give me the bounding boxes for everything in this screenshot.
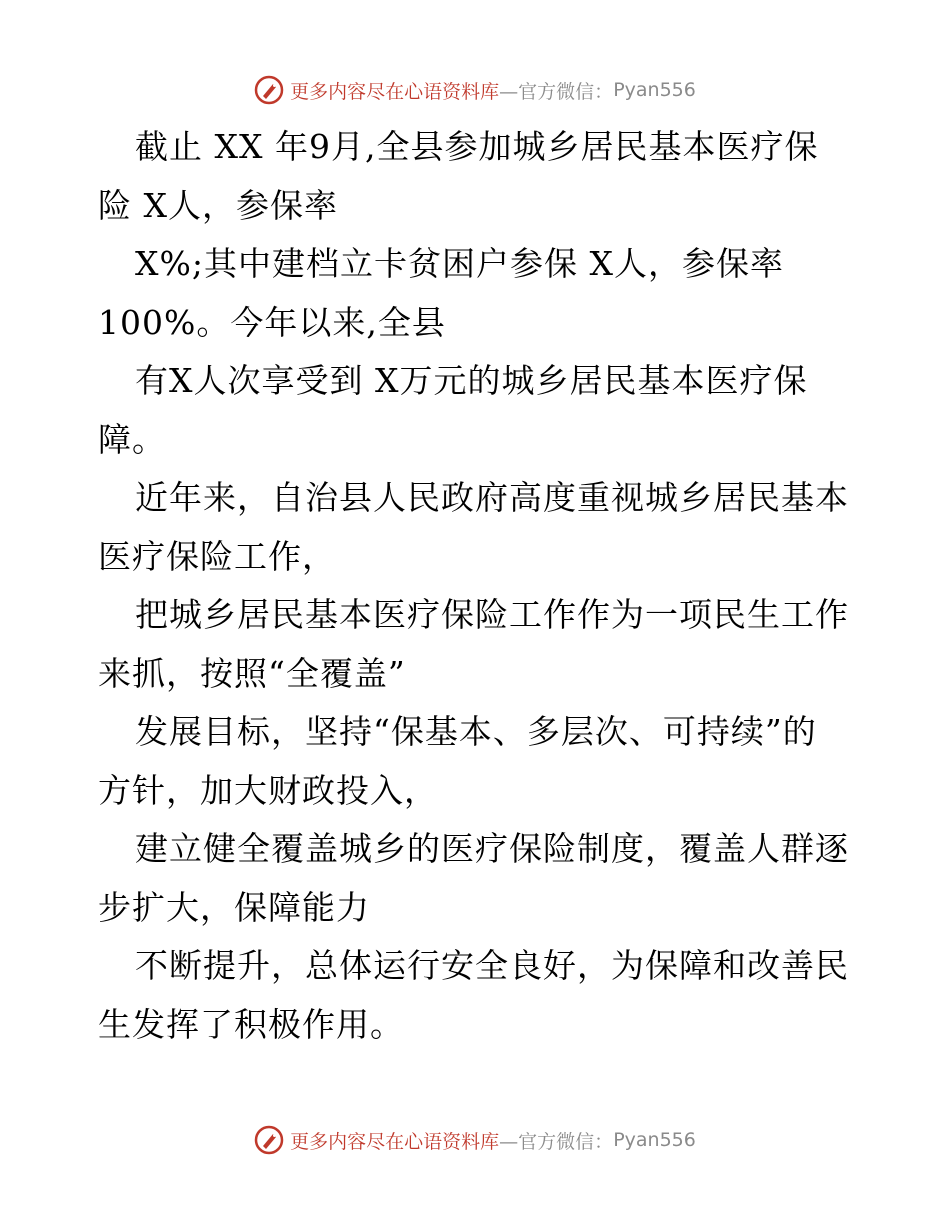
paragraph-line: 100%。今年以来,全县 — [98, 302, 446, 342]
paragraph-line: 把城乡居民基本医疗保险工作作为一项民生工作 — [135, 595, 849, 634]
document-body — [98, 118, 858, 1054]
pen-nib-logo-icon — [254, 75, 284, 105]
paragraph-line: 险 X人，参保率 — [98, 185, 338, 225]
banner-title: 更多内容尽在心语资料库 — [290, 80, 500, 103]
paragraph-line: 医疗保险工作， — [98, 536, 336, 576]
pen-nib-logo-icon — [254, 1125, 284, 1155]
paragraph-line: 步扩大，保障能力 — [98, 887, 370, 927]
paragraph-line: 生发挥了积极作用。 — [98, 1004, 404, 1044]
header-banner — [0, 70, 950, 110]
banner-title: 更多内容尽在心语资料库 — [290, 1130, 500, 1153]
paragraph-line: 不断提升，总体运行安全良好，为保障和改善民 — [135, 946, 849, 985]
paragraph-line: 截止 XX 年9月,全县参加城乡居民基本医疗保 — [135, 127, 819, 166]
banner-wechat-account: Pyan556 — [613, 79, 696, 101]
paragraph-line: 障。 — [98, 419, 166, 459]
paragraph-line: 方针，加大财政投入， — [98, 770, 438, 810]
footer-banner — [0, 1120, 950, 1160]
paragraph-line: X%;其中建档立卡贫困户参保 X人，参保率 — [135, 244, 784, 283]
paragraph-line: 建立健全覆盖城乡的医疗保险制度，覆盖人群逐 — [135, 829, 849, 868]
banner-wechat-label: —官方微信： — [499, 80, 614, 103]
paragraph-line: 近年来，自治县人民政府高度重视城乡居民基本 — [135, 478, 849, 517]
banner-wechat-label: —官方微信： — [499, 1130, 614, 1153]
paragraph-line: 有X人次享受到 X万元的城乡居民基本医疗保 — [135, 361, 808, 400]
banner-wechat-account: Pyan556 — [613, 1129, 696, 1151]
paragraph-line: 来抓，按照“全覆盖” — [98, 653, 406, 693]
paragraph-line: 发展目标，坚持“保基本、多层次、可持续”的 — [135, 712, 817, 751]
